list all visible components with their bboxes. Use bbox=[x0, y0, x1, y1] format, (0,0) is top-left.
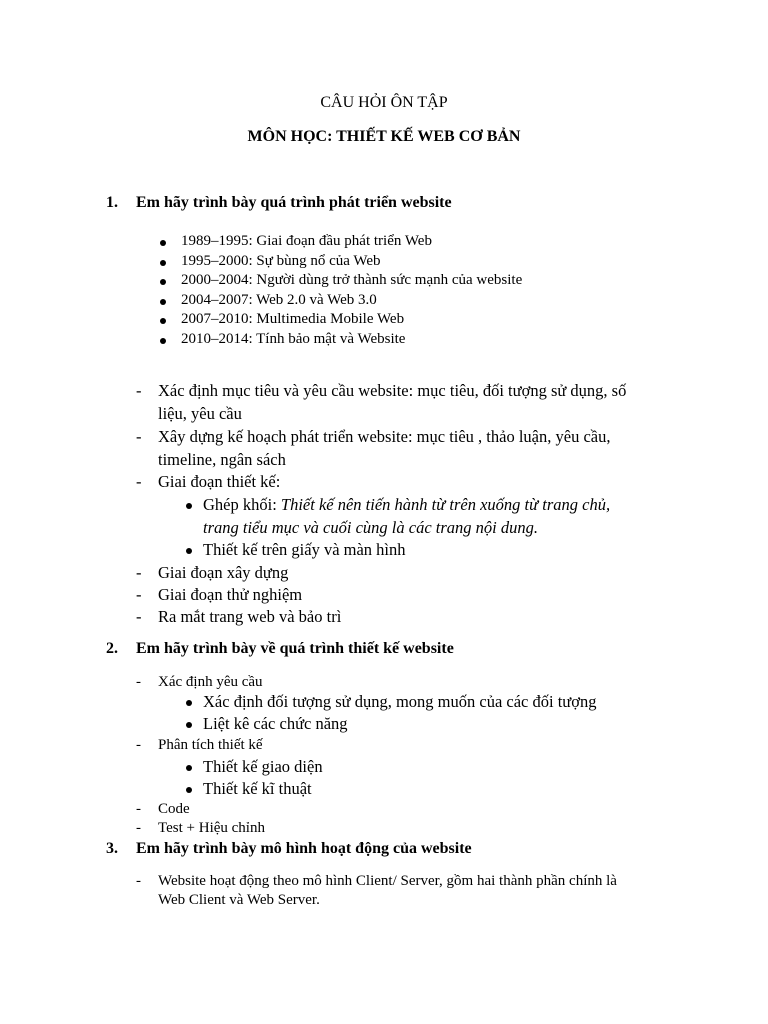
bullet-icon bbox=[186, 503, 192, 509]
dash-marker: - bbox=[136, 820, 141, 836]
bullet-icon bbox=[160, 240, 166, 246]
bullet-icon bbox=[186, 700, 192, 706]
section-3-heading bbox=[106, 840, 666, 862]
section-2-heading bbox=[106, 640, 666, 662]
bullet-icon bbox=[160, 260, 166, 266]
section-1-heading bbox=[106, 194, 666, 216]
dash-marker: - bbox=[136, 607, 142, 626]
section-2-title: Em hãy trình bày về quá trình thiết kế website bbox=[136, 640, 454, 657]
dash-marker: - bbox=[136, 427, 142, 446]
dash-marker: - bbox=[136, 674, 141, 690]
bullet-icon bbox=[186, 765, 192, 771]
dash-marker: - bbox=[136, 472, 142, 491]
bullet-icon bbox=[160, 318, 166, 324]
design-assembly-cont: trang tiểu mục và cuối cùng là các trang nội dung. bbox=[203, 518, 538, 537]
step-plan-cont: timeline, ngân sách bbox=[158, 450, 286, 469]
section-2-number: 2. bbox=[106, 640, 118, 657]
section-3-title: Em hãy trình bày mô hình hoạt động của website bbox=[136, 840, 472, 857]
document-subtitle: MÔN HỌC: THIẾT KẾ WEB CƠ BẢN bbox=[247, 128, 521, 145]
bullet-icon bbox=[186, 722, 192, 728]
dash-marker: - bbox=[136, 873, 141, 889]
dash-marker: - bbox=[136, 737, 141, 753]
bullet-icon bbox=[160, 279, 166, 285]
model-description-cont: Web Client và Web Server. bbox=[158, 892, 320, 908]
bullet-icon bbox=[160, 338, 166, 344]
bullet-icon bbox=[160, 299, 166, 305]
document-title: CÂU HỎI ÔN TẬP bbox=[320, 94, 448, 111]
step-goal-cont: liệu, yêu cầu bbox=[158, 404, 242, 423]
dash-marker: - bbox=[136, 801, 141, 817]
bullet-icon bbox=[186, 787, 192, 793]
bullet-icon bbox=[186, 548, 192, 554]
dash-marker: - bbox=[136, 381, 142, 400]
document-page: CÂU HỎI ÔN TẬP MÔN HỌC: THIẾT KẾ WEB CƠ BẢN 1. Em hãy trình bày quá trình phát triển website 1989–1995: Giai đoạn đầu phát triển Web 1995–2000: Sự bùng nổ của Web 2000–2004: Người dùng trở thành sức mạnh của website 2004–2007: Web 2.0 và Web 3.0 2007–2010: Multimedia Mobile Web 2010–2014: Tính bảo mật và Website - Xác định mục tiêu và yêu cầu website: mục tiêu, đối tượng sử dụng, số liệu, yêu cầu - Xây dựng kế hoạch phát triển website: mục tiêu , thảo luận, yêu cầu, timeline, ngân sách - Giai đoạn thiết kế: Ghép khối: Thiết kế nên tiến hành từ trên xuống từ trang chủ, trang tiểu mục và cuối cùng là các trang nội dung. Thiết kế trên giấy và màn hình - Giai đoạn xây dựng - Giai đoạn thử nghiệm - Ra mắt trang web và bảo trì 2. Em hãy trình bày về quá trình thiết kế website - Xác định yêu cầu Xác định đối tượng sử dụng, mong muốn của các đối tượng Liệt kê các chức năng - Phân tích thiết kế Thiết kế giao diện Thiết kế kĩ thuật - Code - Test + Hiệu chỉnh 3. Em hãy trình bày mô hình hoạt động của website - Website hoạt động theo mô hình Client/ Server, gồm hai thành phần chính là Web Client và Web Server. bbox=[0, 0, 768, 1024]
section-1-number: 1. bbox=[106, 194, 118, 211]
section-3-number: 3. bbox=[106, 840, 118, 857]
dash-marker: - bbox=[136, 585, 142, 604]
dash-marker: - bbox=[136, 563, 142, 582]
section-1-title: Em hãy trình bày quá trình phát triển website bbox=[136, 194, 452, 211]
